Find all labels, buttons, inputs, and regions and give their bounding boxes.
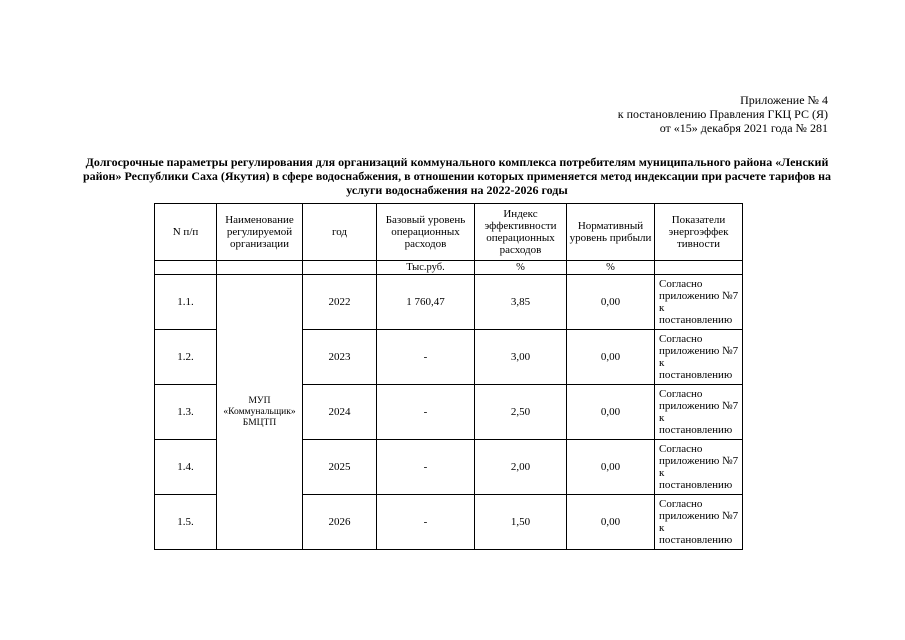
row-base-level: - xyxy=(377,385,475,440)
row-energy-efficiency: Согласно приложению №7 к постановлению xyxy=(655,275,743,330)
header-profit-level: Нормативный уровень прибыли xyxy=(567,204,655,261)
organization-name: МУП «Коммунальщик» БМЦТП xyxy=(217,275,303,550)
row-profit-level: 0,00 xyxy=(567,440,655,495)
unit-cell: Тыс.руб. xyxy=(377,261,475,275)
header-year: год xyxy=(303,204,377,261)
row-energy-efficiency: Согласно приложению №7 к постановлению xyxy=(655,440,743,495)
units-row xyxy=(155,261,743,275)
row-profit-level: 0,00 xyxy=(567,495,655,550)
table-row xyxy=(155,275,743,330)
row-energy-efficiency: Согласно приложению №7 к постановлению xyxy=(655,495,743,550)
row-base-level: - xyxy=(377,440,475,495)
row-num: 1.1. xyxy=(155,275,217,330)
annex-header xyxy=(618,93,828,135)
annex-number: Приложение № 4 xyxy=(740,93,828,107)
row-efficiency-index: 3,85 xyxy=(475,275,567,330)
row-efficiency-index: 2,50 xyxy=(475,385,567,440)
row-efficiency-index: 1,50 xyxy=(475,495,567,550)
header-energy-efficiency: Показатели энергоэффек тивности xyxy=(655,204,743,261)
row-num: 1.3. xyxy=(155,385,217,440)
row-num: 1.2. xyxy=(155,330,217,385)
row-energy-efficiency: Согласно приложению №7 к постановлению xyxy=(655,385,743,440)
row-base-level: 1 760,47 xyxy=(377,275,475,330)
annex-resolution: к постановлению Правления ГКЦ РС (Я) xyxy=(617,107,828,121)
row-profit-level: 0,00 xyxy=(567,330,655,385)
row-year: 2024 xyxy=(303,385,377,440)
row-energy-efficiency: Согласно приложению №7 к постановлению xyxy=(655,330,743,385)
row-year: 2022 xyxy=(303,275,377,330)
parameters-table xyxy=(154,203,743,550)
row-base-level: - xyxy=(377,495,475,550)
unit-cell xyxy=(655,261,743,275)
annex-date: от «15» декабря 2021 года № 281 xyxy=(659,121,828,135)
unit-cell: % xyxy=(475,261,567,275)
unit-cell xyxy=(303,261,377,275)
header-num: N п/п xyxy=(155,204,217,261)
document-title: Долгосрочные параметры регулирования для организаций коммунального комплекса потребителям муниципального района «Ленский район» Республики Саха (Якутия) в сфере водоснабжения, в отношении которых применяется метод индексации при расчете тарифов на услуги водоснабжения на 2022-2026 годы xyxy=(82,155,832,197)
row-profit-level: 0,00 xyxy=(567,275,655,330)
header-organization: Наименование регулируемой организации xyxy=(217,204,303,261)
header-efficiency-index: Индекс эффективности операционных расходов xyxy=(475,204,567,261)
row-efficiency-index: 3,00 xyxy=(475,330,567,385)
row-profit-level: 0,00 xyxy=(567,385,655,440)
row-num: 1.4. xyxy=(155,440,217,495)
unit-cell: % xyxy=(567,261,655,275)
header-row xyxy=(155,204,743,261)
unit-cell xyxy=(217,261,303,275)
row-base-level: - xyxy=(377,330,475,385)
unit-cell xyxy=(155,261,217,275)
row-num: 1.5. xyxy=(155,495,217,550)
row-year: 2026 xyxy=(303,495,377,550)
row-year: 2025 xyxy=(303,440,377,495)
row-efficiency-index: 2,00 xyxy=(475,440,567,495)
header-base-level: Базовый уровень операционных расходов xyxy=(377,204,475,261)
row-year: 2023 xyxy=(303,330,377,385)
